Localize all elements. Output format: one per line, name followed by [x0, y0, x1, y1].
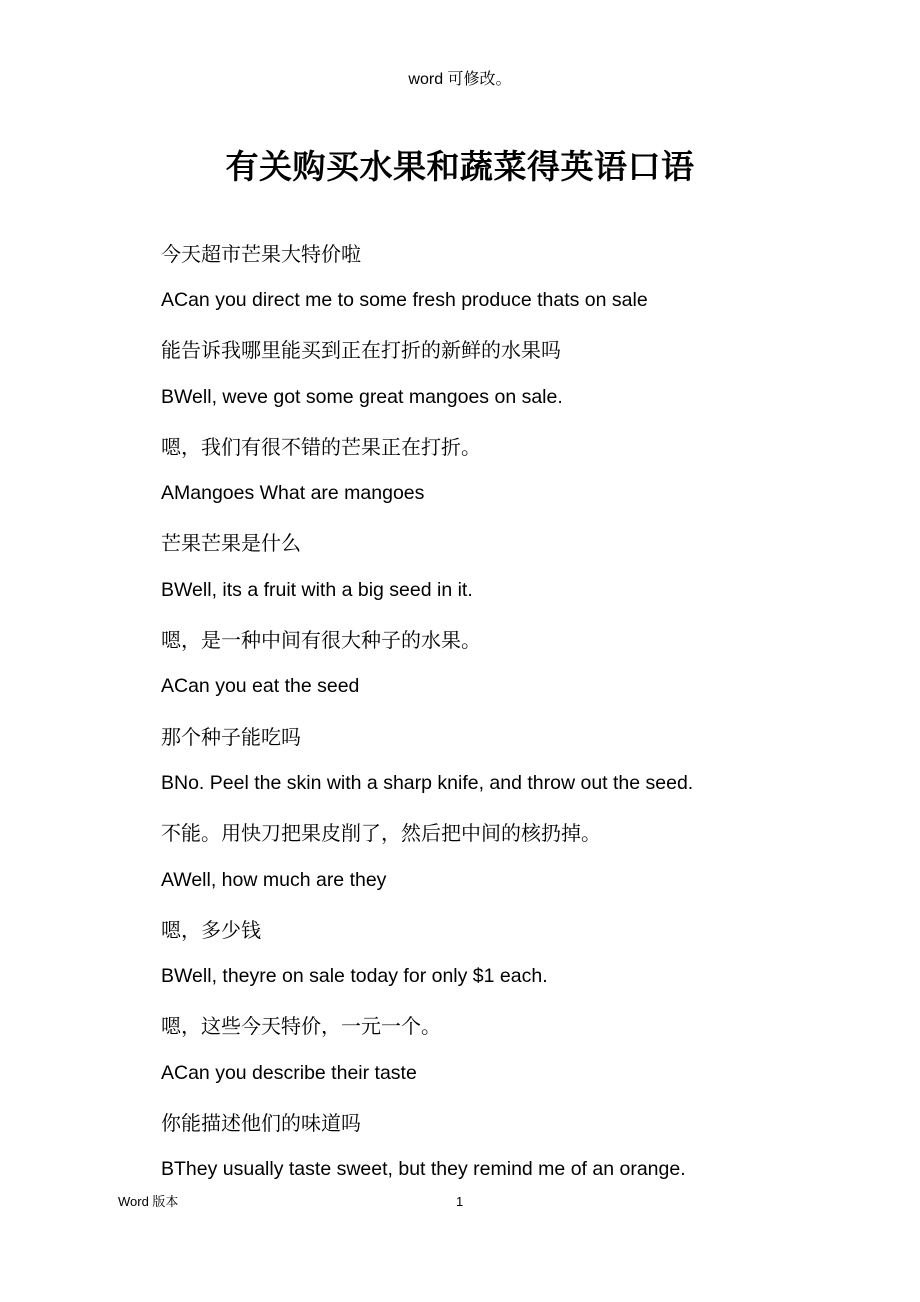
- body-line: 能告诉我哪里能买到正在打折的新鲜的水果吗: [161, 338, 561, 363]
- body-line: 嗯，是一种中间有很大种子的水果。: [161, 628, 481, 653]
- body-line: AWell, how much are they: [161, 868, 387, 891]
- body-line: BNo. Peel the skin with a sharp knife, and throw out the seed.: [161, 771, 694, 794]
- body-line: 芒果芒果是什么: [161, 531, 301, 556]
- body-line: 嗯，我们有很不错的芒果正在打折。: [161, 434, 481, 459]
- body-line: BWell, weve got some great mangoes on sale.: [161, 385, 563, 408]
- body-line: BWell, theyre on sale today for only $1 each.: [161, 965, 548, 988]
- body-line: BThey usually taste sweet, but they remind me of an orange.: [161, 1158, 686, 1181]
- document-title: 有关购买水果和蔬菜得英语口语: [225, 147, 695, 186]
- body-line: 嗯，这些今天特价，一元一个。: [161, 1014, 441, 1039]
- body-line: ACan you eat the seed: [161, 675, 360, 698]
- body-line: 不能。用快刀把果皮削了，然后把中间的核扔掉。: [161, 821, 601, 846]
- body-line: 嗯，多少钱: [161, 917, 261, 942]
- body-line: ACan you describe their taste: [161, 1061, 417, 1084]
- body-line: 那个种子能吃吗: [161, 724, 301, 749]
- body-line: BWell, its a fruit with a big seed in it.: [161, 578, 473, 601]
- body-line: ACan you direct me to some fresh produce thats on sale: [161, 288, 648, 311]
- body-line: AMangoes What are mangoes: [161, 482, 425, 505]
- header-note: word 可修改。: [408, 71, 512, 88]
- body-line: 你能描述他们的味道吗: [161, 1110, 361, 1135]
- body-line: 今天超市芒果大特价啦: [161, 241, 361, 266]
- footer-page-number: 1: [456, 1194, 464, 1209]
- dialogue-body: [161, 228, 801, 1194]
- footer-version-label: Word 版本: [118, 1194, 179, 1209]
